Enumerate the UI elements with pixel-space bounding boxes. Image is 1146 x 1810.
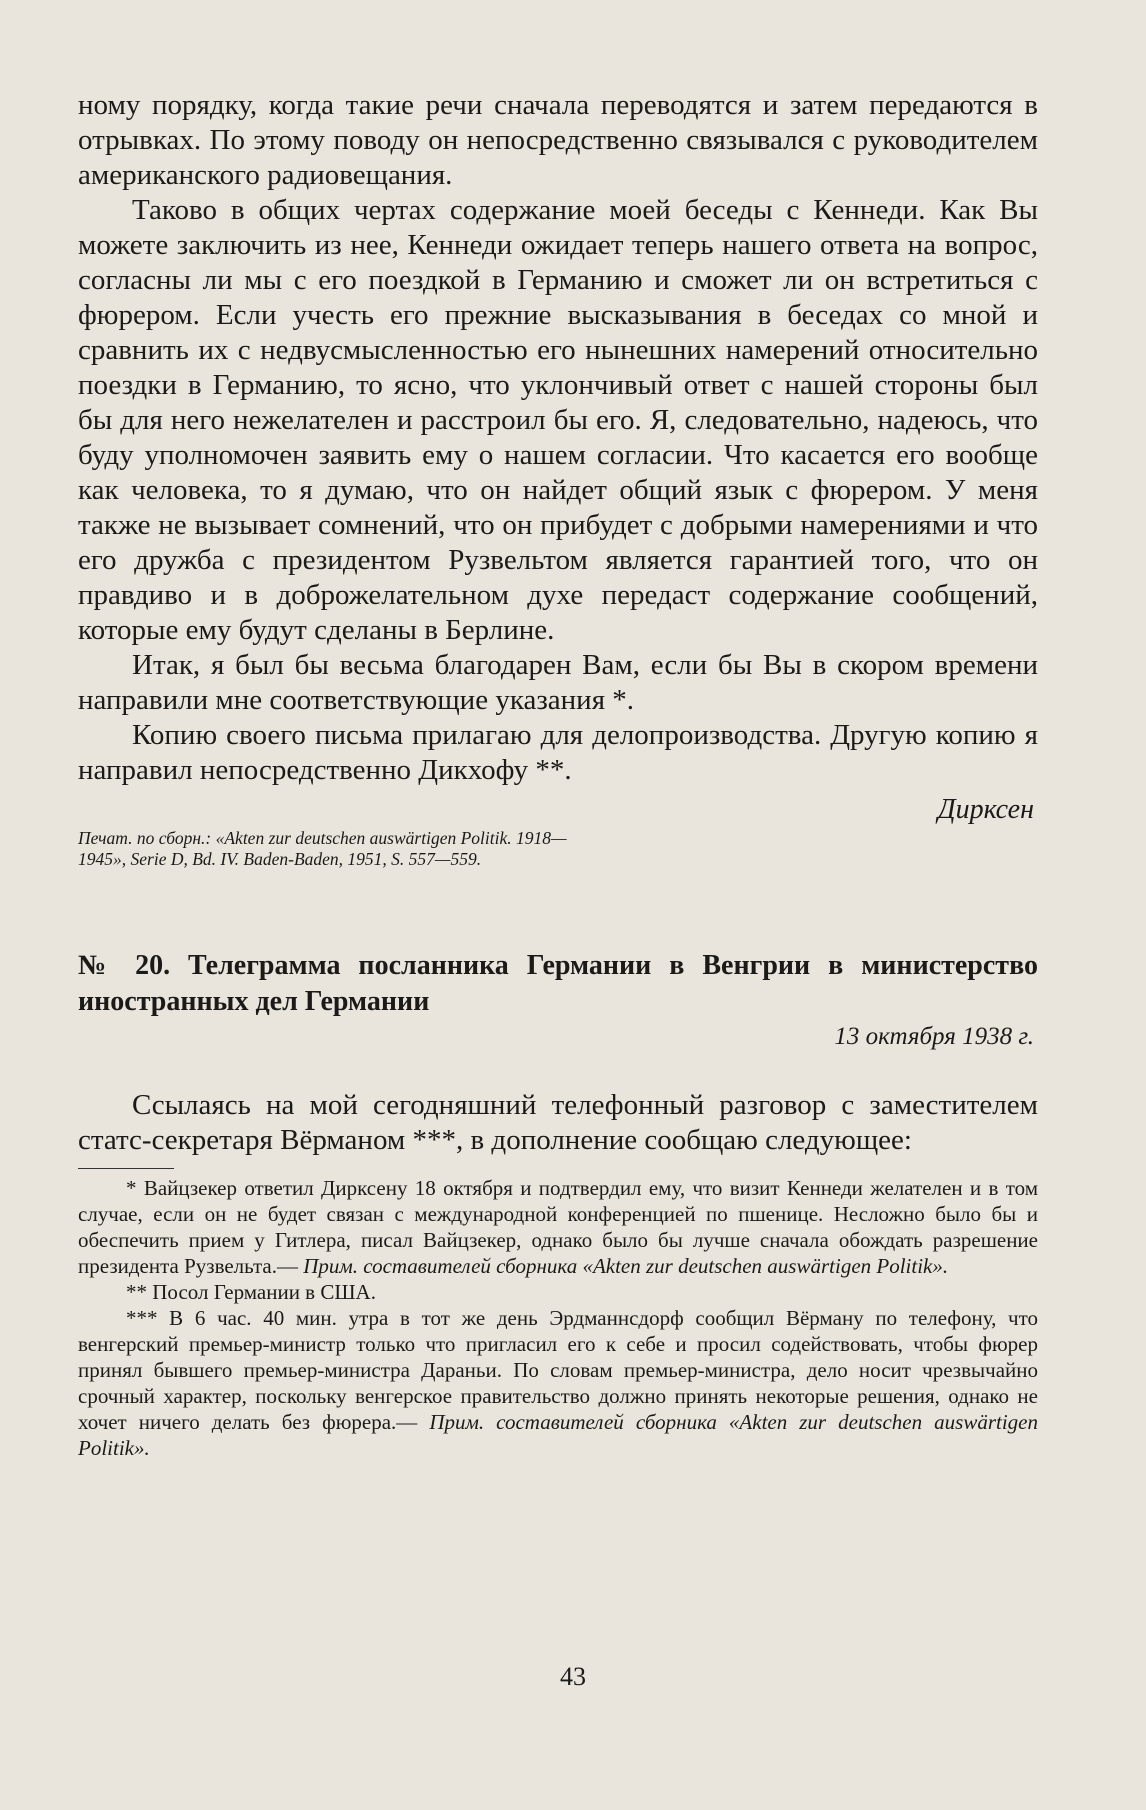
paragraph-continuation: ному порядку, когда такие речи сначала переводятся и затем передаются в отрывках. По этому поводу он непосредственно связывался с руководителем американского радиовещания. <box>78 89 1038 191</box>
page-number: 43 <box>560 1662 586 1691</box>
footnote-3-reference: Прим. составителей сборника «Akten zur deutschen auswärtigen Politik». <box>78 1410 1038 1460</box>
footnote-divider <box>78 1168 174 1169</box>
paragraph-copy-note: Копию своего письма прилагаю для делопроизводства. Другую копию я направил непосредственно Дикхофу **. <box>78 719 1038 786</box>
paragraph-request-instructions: Итак, я был бы весьма благодарен Вам, если бы Вы в скором времени направили мне соответствующие указания *. <box>78 649 1038 716</box>
document-date: 13 октября 1938 г. <box>834 1023 1034 1050</box>
source-citation: Печат. по сборн.: «Akten zur deutschen auswärtigen Politik. 1918—1945», Serie D, Bd. IV. Baden-Baden, 1951, S. 557—559. <box>78 828 567 869</box>
telegram-body <box>78 1088 1038 1158</box>
footnote-3: *** В 6 час. 40 мин. утра в тот же день Эрдманнсдорф сообщил Вёрману по телефону, что венгерский премьер-министр только что пригласил его к себе и просил содействовать, чтобы фюрер принял бывшего премьер-министра Дараньи. По словам премьер-министра, дело носит чрезвычайно срочный характер, поскольку венгерское правительство должно принять некоторые решения, однако не хочет ничего делать без фюрера.— Прим. составителей сборника «Akten zur deutschen auswärtigen Politik». <box>78 1306 1038 1460</box>
signature: Дирксен <box>937 794 1034 825</box>
document-title: № 20. Телеграмма посланника Германии в Венгрии в министерство иностранных дел Германии <box>78 950 1038 1017</box>
letter-body <box>78 88 1038 788</box>
text-column <box>78 88 1038 1461</box>
footnote-2: ** Посол Германии в США. <box>126 1280 376 1304</box>
footnotes <box>78 1175 1038 1461</box>
telegram-paragraph: Ссылаясь на мой сегодняшний телефонный разговор с заместителем статс-секретаря Вёрманом ***, в дополнение сообщаю следующее: <box>78 1089 1038 1156</box>
footnote-1-reference: Прим. составителей сборника «Akten zur deutschen auswärtigen Politik». <box>303 1254 949 1278</box>
paragraph-kennedy-conversation: Таково в общих чертах содержание моей беседы с Кеннеди. Как Вы можете заключить из нее, Кеннеди ожидает теперь нашего ответа на вопрос, согласны ли мы с его поездкой в Германию и сможет ли он встретиться с фюрером. Если учесть его прежние высказывания в беседах со мной и сравнить их с недвусмысленностью его нынешних намерений относительно поездки в Германию, то ясно, что уклончивый ответ с нашей стороны был бы для него нежелателен и расстроил бы его. Я, следовательно, надеюсь, что буду уполномочен заявить ему о нашем согласии. Что касается его вообще как человека, то я думаю, что он найдет общий язык с фюрером. У меня также не вызывает сомнений, что он прибудет с добрыми намерениями и что его дружба с президентом Рузвельтом является гарантией того, что он правдиво и в доброжелательном духе передаст содержание сообщений, которые ему будут сделаны в Берлине. <box>78 194 1038 646</box>
footnote-1: * Вайцзекер ответил Дирксену 18 октября и подтвердил ему, что визит Кеннеди желателен и в том случае, если он не будет связан с международной конференцией по пшенице. Несложно было бы и обеспечить прием у Гитлера, писал Вайцзекер, однако было бы лучше сначала обождать разрешение президента Рузвельта.— Прим. составителей сборника «Akten zur deutschen auswärtigen Politik». <box>78 1176 1038 1278</box>
